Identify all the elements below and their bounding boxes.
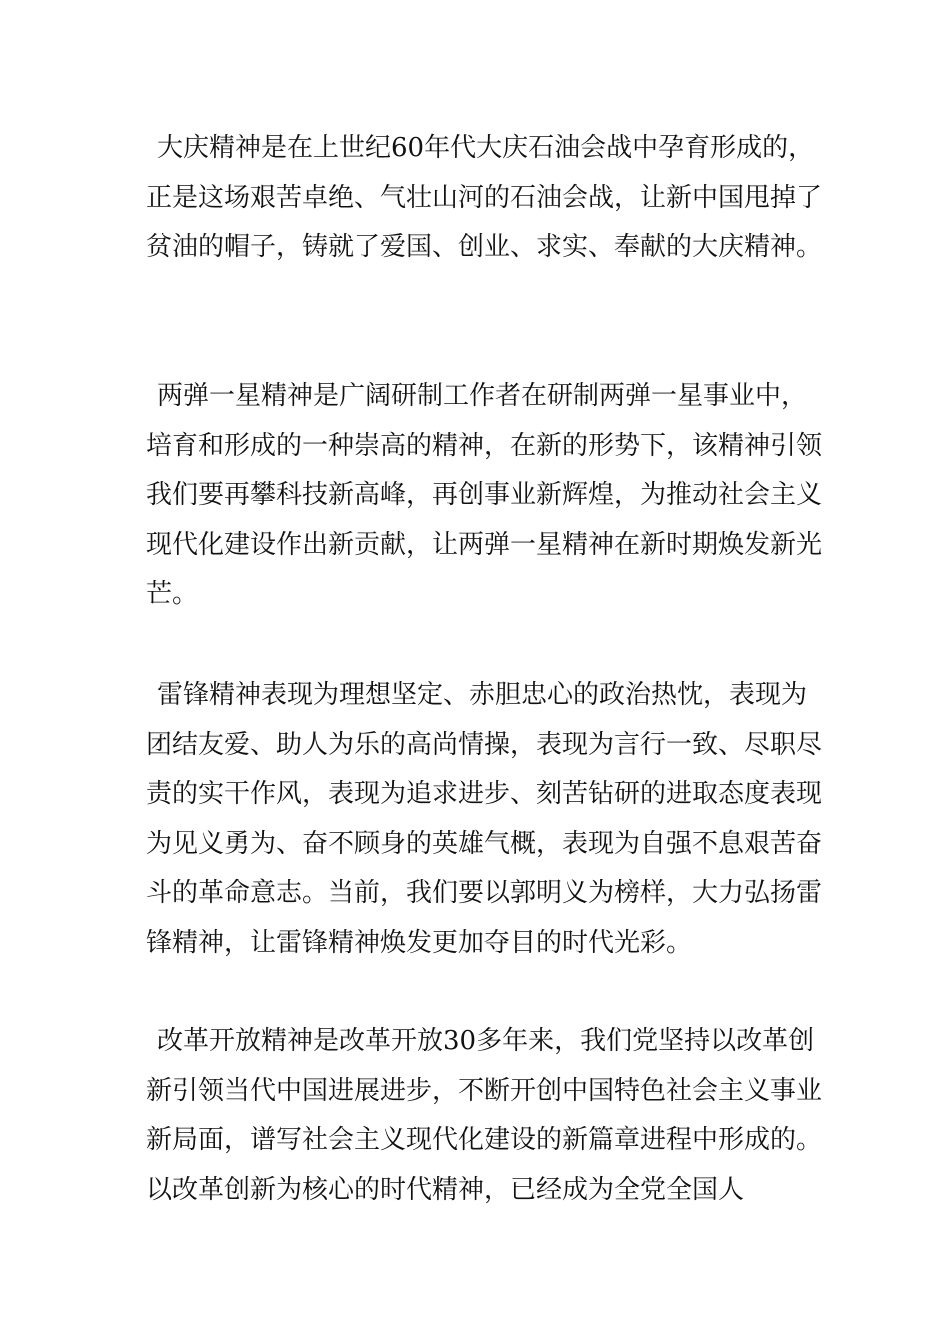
paragraph-text: 两弹一星精神是广阔研制工作者在研制两弹一星事业中，培育和形成的一种崇高的精神，在新的形势下，该精神引领我们要再攀科技新高峰，再创事业新辉煌，为推动社会主义现代化建设作出新贡献，让两弹一星精神在新时期焕发新光芒。 [146, 381, 823, 609]
paragraph-text: 大庆精神是在上世纪60年代大庆石油会战中孕育形成的，正是这场艰苦卓绝、气壮山河的石油会战，让新中国甩掉了贫油的帽子，铸就了爱国、创业、求实、奉献的大庆精神。 [146, 133, 823, 262]
paragraph-daqing-spirit [146, 124, 826, 273]
paragraph-two-bombs-one-satellite-spirit [146, 372, 826, 620]
paragraph-text: 雷锋精神表现为理想坚定、赤胆忠心的政治热忱，表现为团结友爱、助人为乐的高尚情操，表现为言行一致、尽职尽责的实干作风，表现为追求进步、刻苦钻研的进取态度表现为见义勇为、奋不顾身的英雄气概，表现为自强不息艰苦奋斗的革命意志。当前，我们要以郭明义为榜样，大力弘扬雷锋精神，让雷锋精神焕发更加夺目的时代光彩。 [146, 680, 823, 958]
paragraph-text: 改革开放精神是改革开放30多年来，我们党坚持以改革创新引领当代中国进展进步，不断开创中国特色社会主义事业新局面，谱写社会主义现代化建设的新篇章进程中形成的。以改革创新为核心的时代精神，已经成为全党全国人 [146, 1026, 823, 1205]
paragraph-lei-feng-spirit [146, 671, 826, 968]
paragraph-reform-opening-spirit [146, 1017, 826, 1215]
